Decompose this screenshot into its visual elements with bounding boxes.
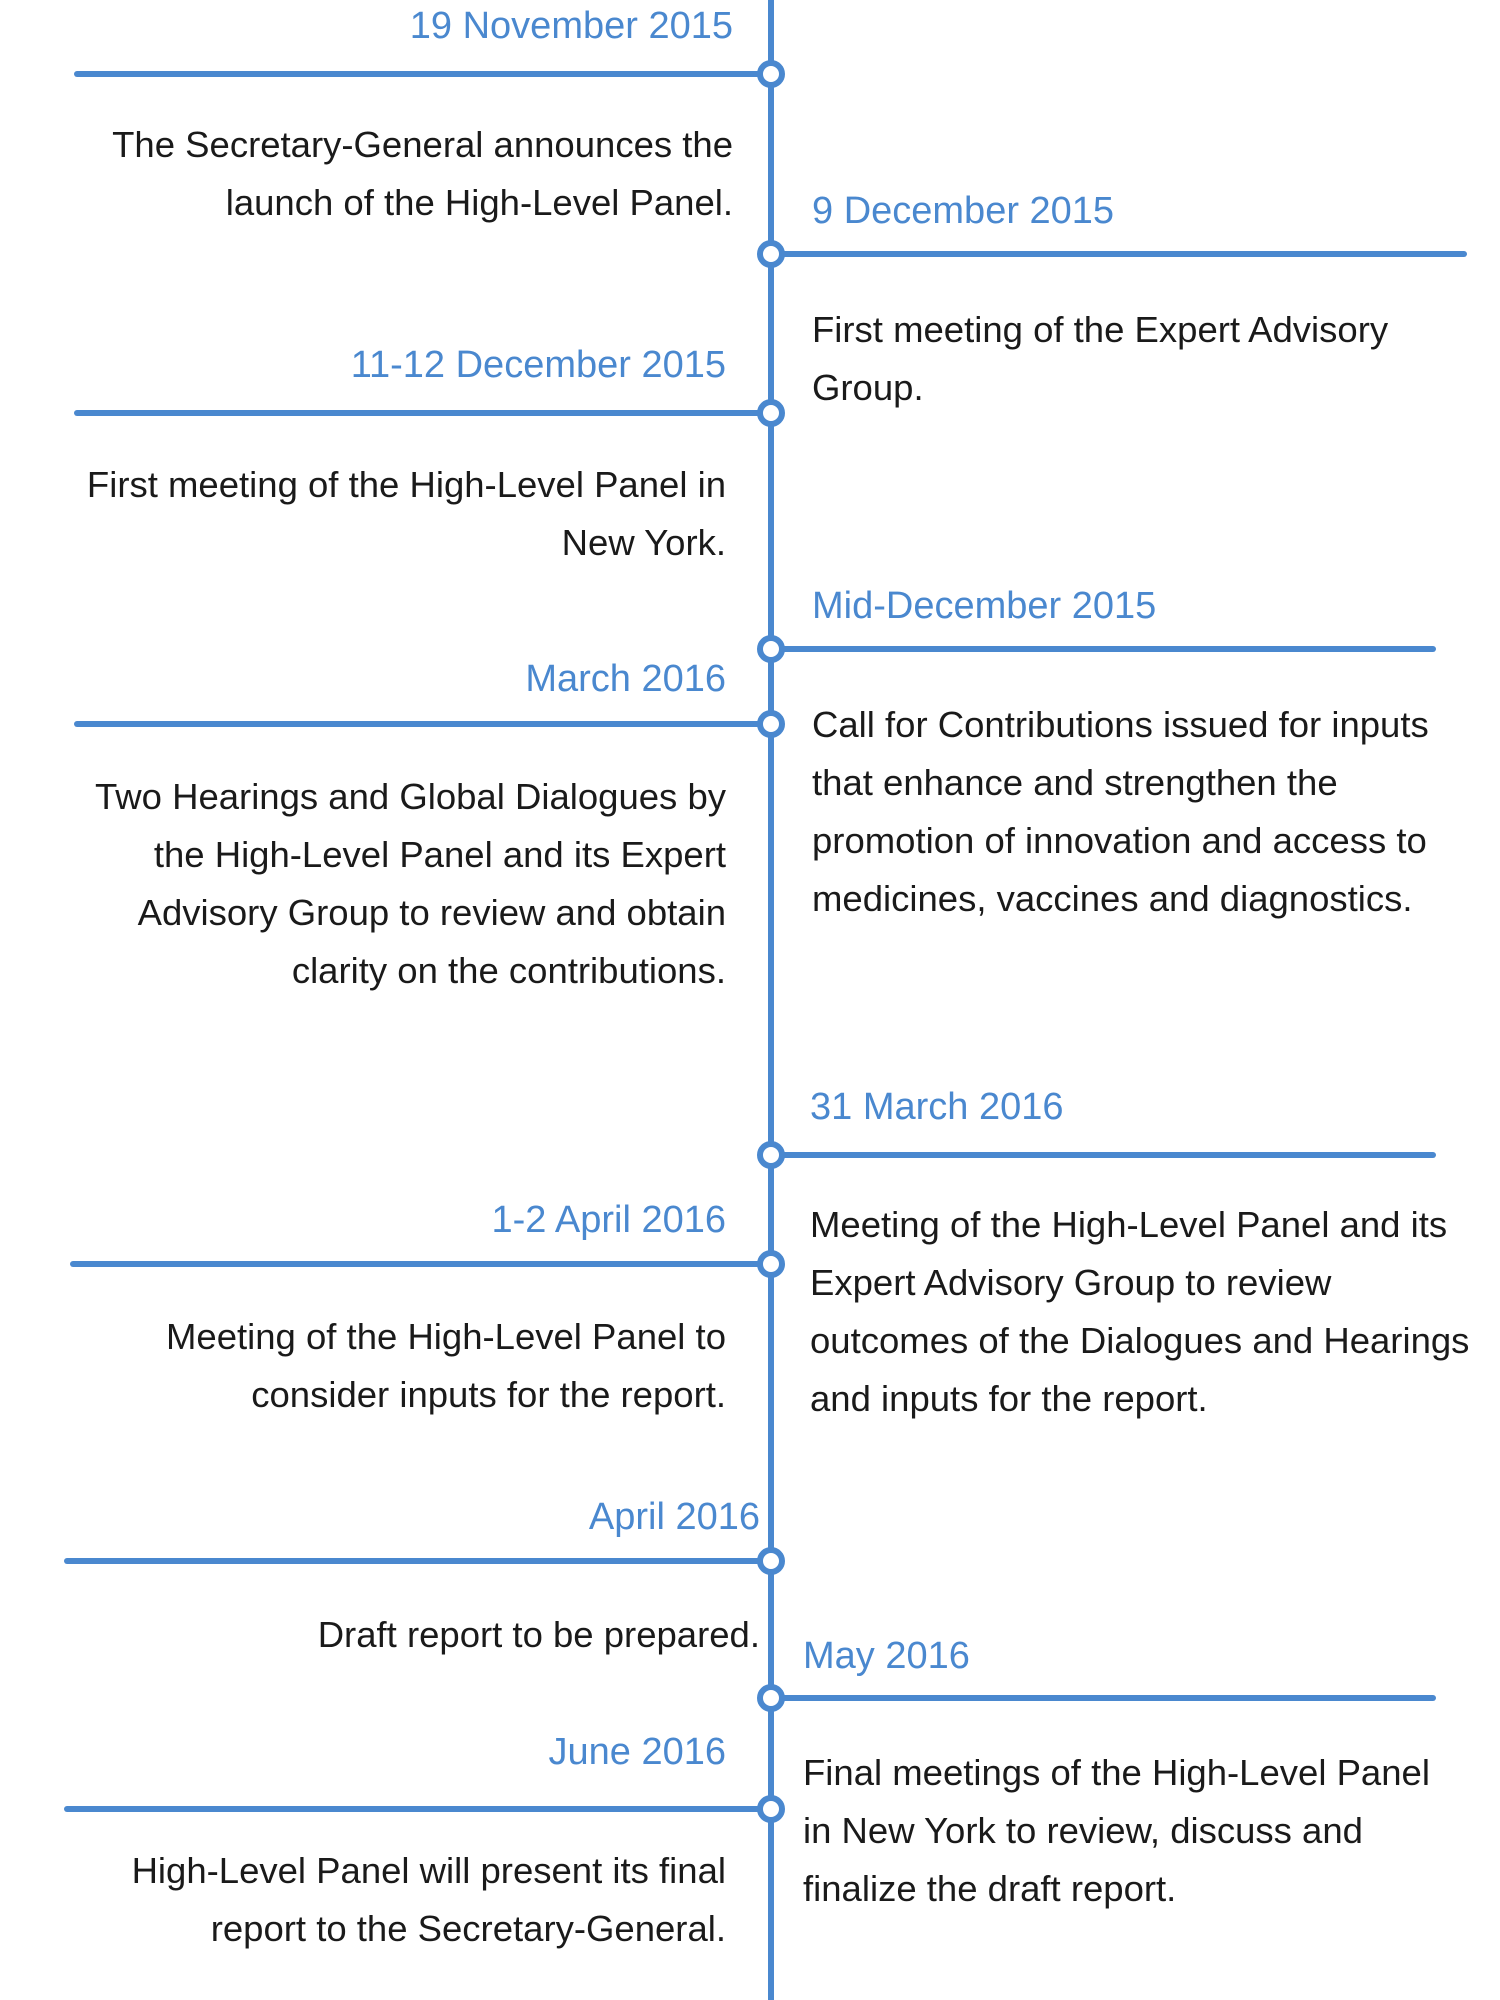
timeline-connector-line: [64, 1558, 771, 1564]
event-date: April 2016: [588, 1496, 760, 1538]
timeline-node: [757, 1250, 785, 1278]
timeline-connector-line: [64, 1806, 771, 1812]
timeline-node: [757, 399, 785, 427]
timeline-connector-line: [771, 646, 1436, 652]
event-description: Meeting of the High-Level Panel to consider inputs for the report.: [165, 1316, 726, 1415]
timeline-node: [757, 710, 785, 738]
timeline-connector-line: [771, 1152, 1436, 1158]
event-date: 1-2 April 2016: [491, 1199, 726, 1241]
event-description: Meeting of the High-Level Panel and its Expert Advisory Group to review outcomes of the Dialogues and Hearings and inputs for the report.: [810, 1204, 1470, 1419]
event-description: High-Level Panel will present its final report to the Secretary-General.: [131, 1850, 726, 1949]
event-description: Final meetings of the High-Level Panel in New York to review, discuss and finalize the draft report.: [803, 1752, 1430, 1909]
timeline-node: [757, 1795, 785, 1823]
timeline-connector-line: [771, 1695, 1436, 1701]
timeline-node: [757, 1141, 785, 1169]
event-description: Draft report to be prepared.: [317, 1614, 760, 1655]
event-description: First meeting of the High-Level Panel in New York.: [86, 464, 726, 563]
event-date: March 2016: [525, 658, 726, 700]
event-description: Two Hearings and Global Dialogues by the High-Level Panel and its Expert Advisory Group to review and obtain clarity on the contributions.: [95, 776, 726, 991]
timeline-node: [757, 1684, 785, 1712]
event-date: 31 March 2016: [810, 1086, 1064, 1128]
event-description: Call for Contributions issued for inputs that enhance and strengthen the promotion of innovation and access to medicines, vaccines and diagnostics.: [812, 704, 1429, 919]
event-date: 19 November 2015: [409, 5, 733, 47]
timeline-node: [757, 1547, 785, 1575]
event-description: The Secretary-General announces the launch of the High-Level Panel.: [112, 124, 733, 223]
event-date: May 2016: [803, 1635, 970, 1677]
event-date: 11-12 December 2015: [350, 344, 726, 386]
timeline-connector-line: [74, 71, 771, 77]
event-description: First meeting of the Expert Advisory Group.: [812, 309, 1389, 408]
event-date: 9 December 2015: [812, 190, 1115, 232]
timeline-connector-line: [74, 410, 771, 416]
timeline-connector-line: [771, 251, 1467, 257]
timeline-connector-line: [74, 721, 771, 727]
event-date: June 2016: [548, 1731, 726, 1773]
timeline-node: [757, 635, 785, 663]
timeline-connector-line: [70, 1261, 771, 1267]
timeline-node: [757, 60, 785, 88]
timeline-node: [757, 240, 785, 268]
event-date: Mid-December 2015: [812, 585, 1157, 627]
